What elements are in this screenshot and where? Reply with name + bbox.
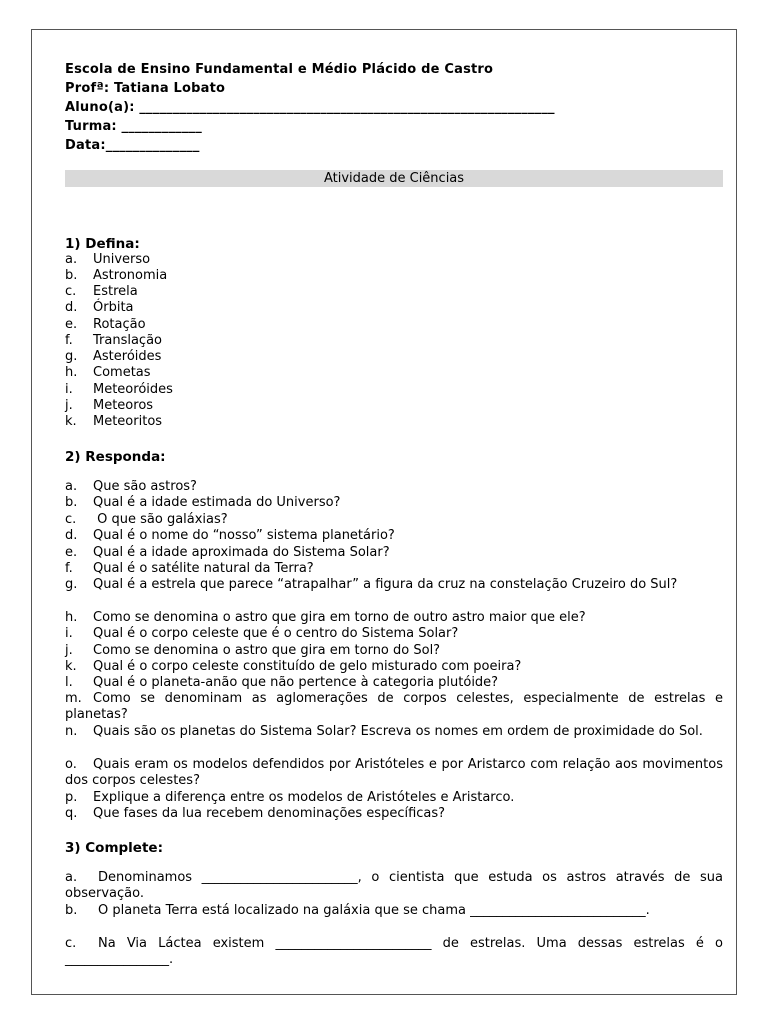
list-item [65,724,723,740]
item-text: Meteoros [93,398,154,413]
list-item [65,349,723,365]
list-item [65,561,723,577]
item-text: Meteoróides [93,382,173,397]
item-marker: q. [65,806,78,821]
list-item [65,317,723,333]
item-marker: j. [65,643,73,658]
section-2-heading: 2) Responda: [65,449,166,465]
item-text: Qual é o planeta-anão que não pertence à categoria plutóide? [93,675,499,690]
list-item [65,870,723,902]
activity-title: Atividade de Ciências [65,170,723,187]
school-name: Escola de Ensino Fundamental e Médio Plácido de Castro [65,62,494,77]
list-item [65,398,723,414]
section-3-heading: 3) Complete: [65,840,163,856]
item-marker: l. [65,675,73,690]
item-marker: a. [65,870,78,885]
section-1-heading: 1) Defina: [65,236,140,252]
item-marker: i. [65,626,73,641]
item-marker: c. [65,284,77,299]
list-item [65,691,723,723]
list-item [65,512,723,528]
list-item [65,252,723,268]
list-item [65,610,723,626]
item-text: Órbita [93,300,134,315]
item-marker: m. [65,691,82,706]
list-item [65,382,723,398]
item-marker: b. [65,268,78,283]
list-item [65,659,723,675]
item-text: Quais eram os modelos defendidos por Aristóteles e por Aristarco com relação aos movimentos dos corpos celestes? [65,757,723,789]
item-marker: h. [65,365,78,380]
item-text: Quais são os planetas do Sistema Solar? Escreva os nomes em ordem de proximidade do Sol. [93,724,703,739]
item-text: Qual é o nome do “nosso” sistema planetário? [93,528,395,543]
item-text: Denominamos ________________________, o cientista que estuda os astros através de sua observação. [65,870,723,902]
item-text: O que são galáxias? [93,512,228,527]
item-text: Qual é o satélite natural da Terra? [93,561,314,576]
list-item [65,284,723,300]
list-item [65,790,723,806]
list-item [65,414,723,430]
item-text: Qual é o corpo celeste que é o centro do Sistema Solar? [93,626,459,641]
item-marker: b. [65,903,78,918]
item-text: Na Via Láctea existem ________________________ de estrelas. Uma dessas estrelas é o ________________. [65,936,723,968]
list-item [65,268,723,284]
list-item [65,757,723,789]
list-item [65,365,723,381]
item-text: Rotação [93,317,146,332]
list-item [65,903,723,919]
student-field: Aluno(a): ______________________________________________________________ [65,100,555,115]
list-item [65,545,723,561]
list-item [65,495,723,511]
list-item [65,479,723,495]
list-item [65,675,723,691]
item-text: Cometas [93,365,151,380]
item-text: Qual é a idade estimada do Universo? [93,495,341,510]
item-marker: p. [65,790,78,805]
item-text: Que fases da lua recebem denominações específicas? [93,806,446,821]
list-item [65,333,723,349]
item-marker: d. [65,528,78,543]
item-text: Explique a diferença entre os modelos de Aristóteles e Aristarco. [93,790,515,805]
item-marker: c. [65,936,77,951]
item-marker: e. [65,545,78,560]
item-marker: n. [65,724,78,739]
item-marker: g. [65,577,78,592]
item-text: Astronomia [93,268,168,283]
item-marker: e. [65,317,78,332]
item-text: Qual é a idade aproximada do Sistema Solar? [93,545,390,560]
item-text: O planeta Terra está localizado na galáxia que se chama ___________________________. [98,903,650,918]
item-text: Como se denomina o astro que gira em torno do Sol? [93,643,441,658]
item-marker: o. [65,757,77,772]
item-text: Como se denomina o astro que gira em torno de outro astro maior que ele? [93,610,586,625]
item-text: Translação [93,333,162,348]
item-text: Como se denominam as aglomerações de corpos celestes, especialmente de estrelas e planetas? [65,691,723,723]
class-field: Turma: ____________ [65,119,202,134]
teacher-name: Profª: Tatiana Lobato [65,81,226,96]
item-marker: k. [65,659,77,674]
item-marker: b. [65,495,78,510]
item-marker: g. [65,349,78,364]
list-item [65,806,723,822]
item-text: Qual é o corpo celeste constituído de gelo misturado com poeira? [93,659,522,674]
list-item [65,936,723,968]
item-text: Meteoritos [93,414,163,429]
list-item [65,643,723,659]
date-field: Data:______________ [65,138,200,153]
item-marker: c. [65,512,77,527]
item-marker: d. [65,300,78,315]
item-marker: a. [65,252,78,267]
item-marker: f. [65,561,73,576]
item-marker: i. [65,382,73,397]
item-marker: f. [65,333,73,348]
item-marker: j. [65,398,73,413]
list-item [65,626,723,642]
list-item [65,577,723,593]
item-text: Estrela [93,284,138,299]
list-item [65,300,723,316]
item-text: Universo [93,252,151,267]
item-text: Que são astros? [93,479,197,494]
item-text: Asteróides [93,349,162,364]
item-marker: a. [65,479,78,494]
item-text: Qual é a estrela que parece “atrapalhar” a figura da cruz na constelação Cruzeiro do Sul? [93,577,678,592]
item-marker: h. [65,610,78,625]
list-item [65,528,723,544]
item-marker: k. [65,414,77,429]
